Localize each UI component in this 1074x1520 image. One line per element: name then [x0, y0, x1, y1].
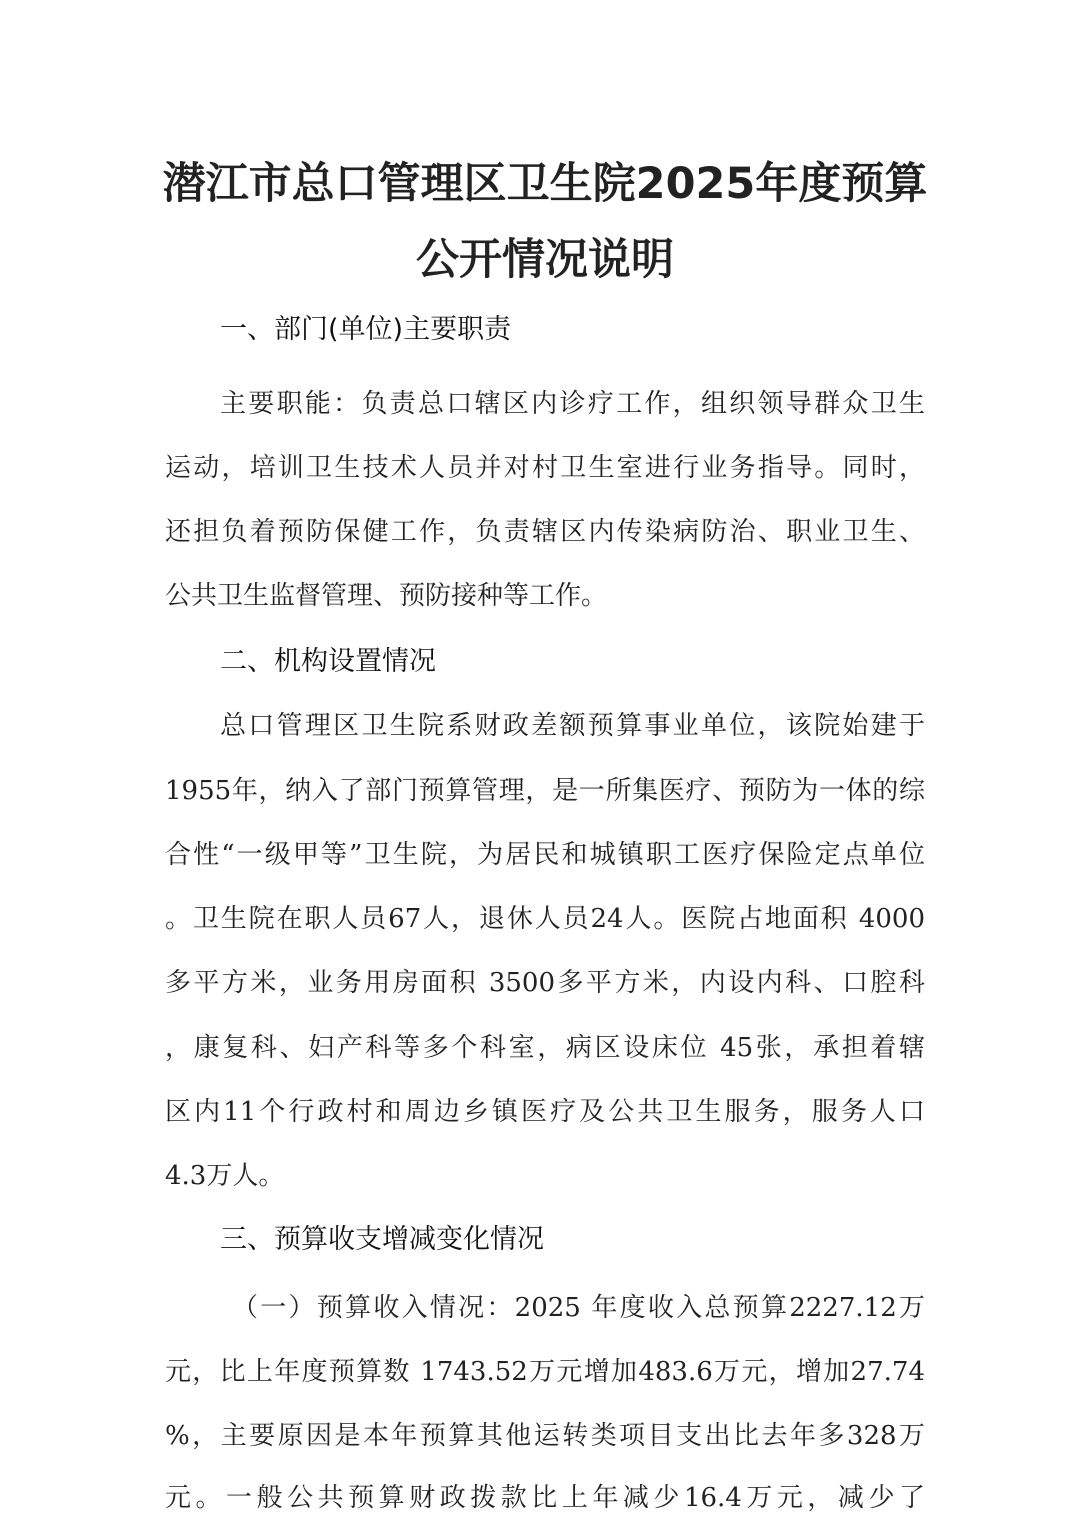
section-heading-organization: 二、机构设置情况 [220, 646, 436, 677]
document-title-line-1: 潜江市总口管理区卫生院2025年度预算 [162, 159, 928, 209]
paragraph-line: 还担负着预防保健工作，负责辖区内传染病防治、职业卫生、 [165, 517, 925, 547]
paragraph-line: 元。一般公共预算财政拨款比上年减少16.4万元，减少了 [165, 1483, 925, 1513]
paragraph-line: 主要职能：负责总口辖区内诊疗工作，组织领导群众卫生 [220, 389, 925, 419]
paragraph-line: ，康复科、妇产科等多个科室，病区设床位 45张，承担着辖 [165, 1033, 925, 1063]
section-heading-budget-changes: 三、预算收支增减变化情况 [220, 1224, 544, 1255]
paragraph-line: %，主要原因是本年预算其他运转类项目支出比去年多328万 [165, 1421, 925, 1451]
paragraph-line: 公共卫生监督管理、预防接种等工作。 [165, 581, 608, 611]
paragraph-line: 总口管理区卫生院系财政差额预算事业单位，该院始建于 [220, 711, 925, 741]
paragraph-line: 区内11个行政村和周边乡镇医疗及公共卫生服务，服务人口 [165, 1097, 925, 1127]
paragraph-line: 。卫生院在职人员67人，退休人员24人。医院占地面积 4000 [165, 904, 925, 934]
paragraph-line: （一）预算收入情况：2025 年度收入总预算2227.12万 [232, 1293, 925, 1323]
document-title-line-2: 公开情况说明 [416, 235, 674, 285]
paragraph-line: 元，比上年度预算数 1743.52万元增加483.6万元，增加27.74 [165, 1357, 925, 1387]
paragraph-line: 合性“一级甲等”卫生院，为居民和城镇职工医疗保险定点单位 [165, 840, 925, 870]
paragraph-line: 4.3万人。 [165, 1161, 285, 1191]
paragraph-line: 多平方米，业务用房面积 3500多平方米，内设内科、口腔科 [165, 968, 925, 998]
paragraph-line: 运动，培训卫生技术人员并对村卫生室进行业务指导。同时， [165, 453, 925, 483]
section-heading-duties: 一、部门(单位)主要职责 [220, 314, 512, 345]
paragraph-line: 1955年，纳入了部门预算管理，是一所集医疗、预防为一体的综 [165, 776, 925, 806]
